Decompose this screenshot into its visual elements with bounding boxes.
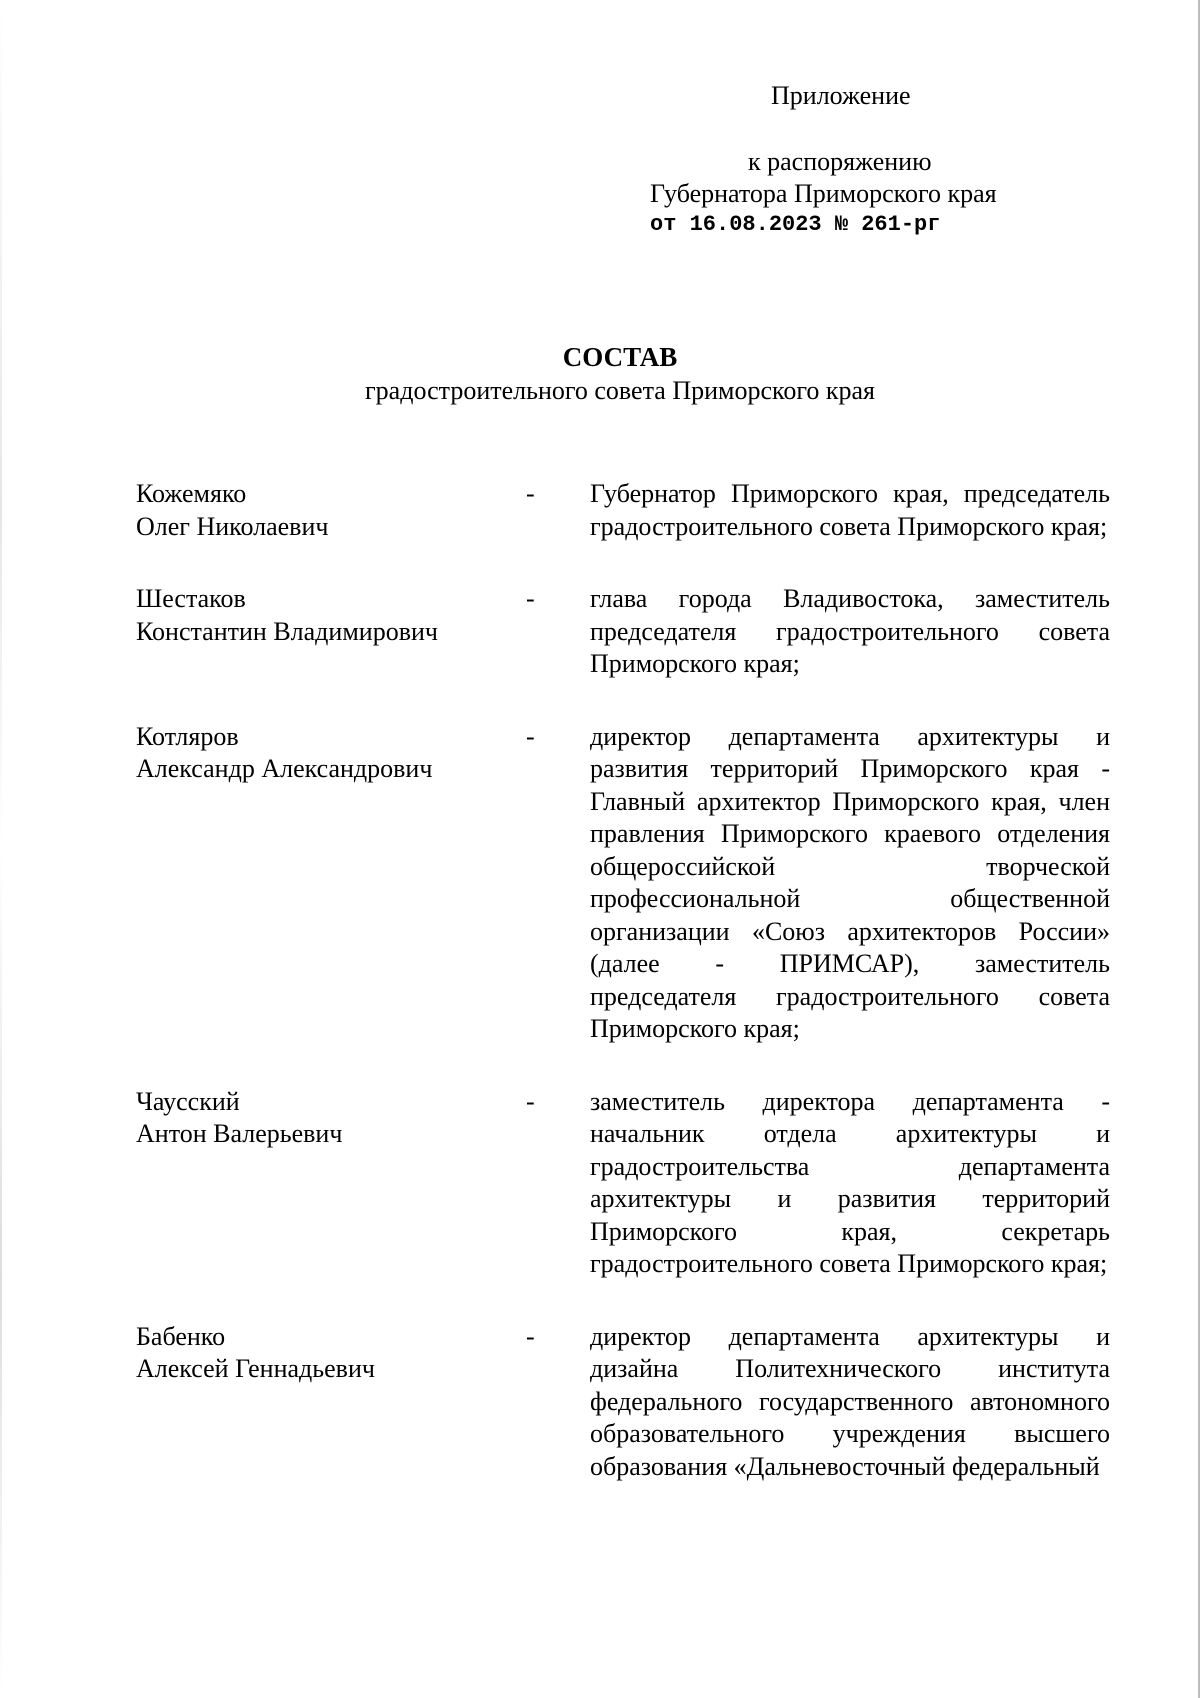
reference-line-date-number: от 16.08.2023 № 261-рг [650,212,941,237]
member-name [136,721,526,786]
member-dash: - [526,1321,535,1351]
member-name [136,478,526,543]
member-surname: Котляров [136,721,239,751]
member-surname: Чаусский [136,1086,240,1116]
member-role: Губернатор Приморского края, председатель градостроительного совета Приморского края; [590,479,1110,541]
member-row [136,1086,1110,1281]
member-role: директор департамента архитектуры и развития территорий Приморского края - Главный архитектор Приморского края, член правления Приморского краевого отделения общероссийской творческой профессиональной общественной организации «Союз архитекторов России» (далее - ПРИМСАР), заместитель председателя градостроительного совета Приморского края; [590,721,1110,1043]
member-dash: - [526,721,535,751]
member-role: заместитель директора департамента - начальник отдела архитектуры и градостроительства департамента архитектуры и развития территорий Приморского края, секретарь градостроительного совета Приморского края; [590,1086,1110,1278]
member-row [136,721,1110,1046]
member-given-names: Антон Валерьевич [136,1119,343,1148]
reference-line-governor: Губернатора Приморского края [650,179,997,208]
member-given-names: Константин Владимирович [136,616,438,646]
heading-subtitle: градостроительного совета Приморского края [365,376,875,405]
heading-title: СОСТАВ [562,342,678,372]
member-given-names: Олег Николаевич [136,511,329,541]
member-name [136,1321,526,1386]
reference-line-order: к распоряжению [748,147,932,176]
member-name [136,583,526,648]
member-name [136,1086,526,1151]
member-dash: - [526,1086,535,1116]
member-row [136,478,1110,543]
document-heading [0,340,1200,408]
member-surname: Кожемяко [136,479,247,508]
appendix-title: Приложение [771,81,911,110]
member-given-names: Александр Александрович [136,754,433,783]
member-role: директор департамента архитектуры и дизайна Политехнического института федерального государственного автономного образовательного учреждения высшего образования «Дальневосточный федеральный [590,1321,1110,1481]
member-role: глава города Владивостока, заместитель председателя градостроительного совета Приморского края; [590,584,1110,678]
member-dash: - [526,584,535,613]
member-row [136,583,1110,681]
member-surname: Шестаков [136,584,246,613]
member-surname: Бабенко [136,1321,226,1351]
appendix-reference [650,146,1070,240]
scan-edge-left [0,0,2,1698]
member-dash: - [526,479,535,508]
member-given-names: Алексей Геннадьевич [136,1354,375,1383]
members-list [136,478,1110,1483]
member-row [136,1321,1110,1484]
